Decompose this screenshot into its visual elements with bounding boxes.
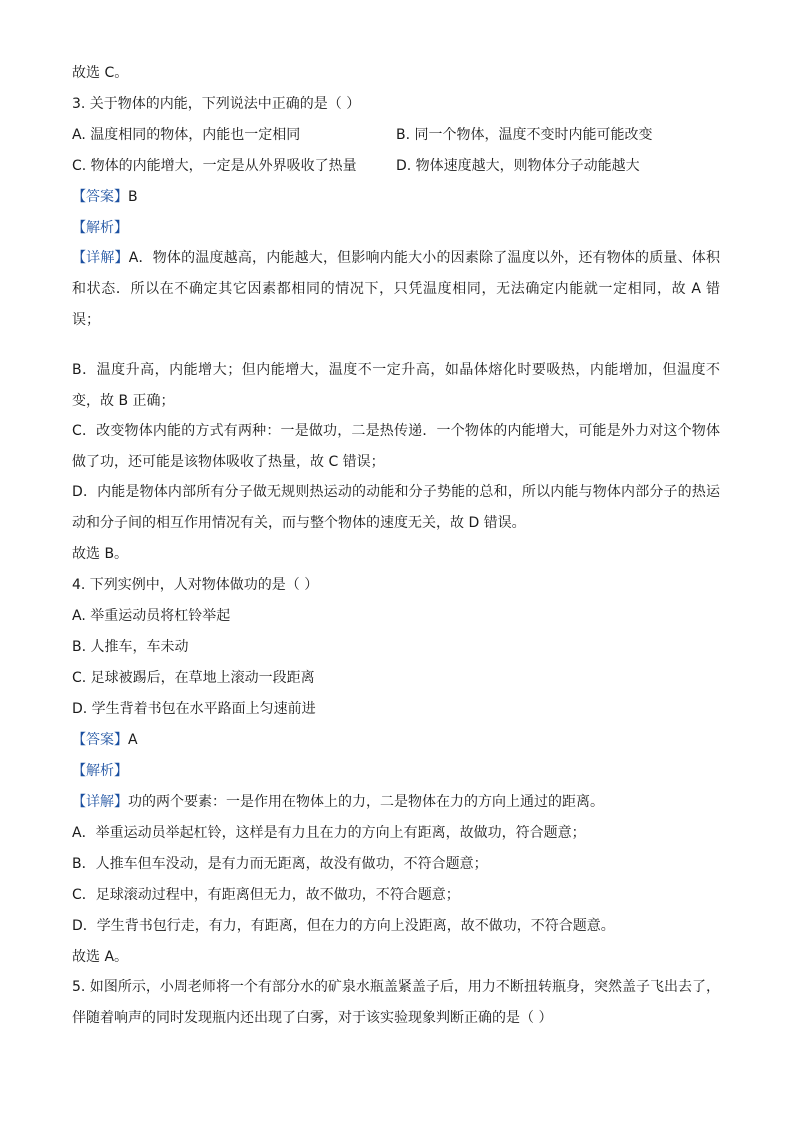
q4-option-c: C. 足球被踢后，在草地上滚动一段距离 xyxy=(72,670,315,686)
q4-detail-c: C．足球滚动过程中，有距离但无力，故不做功，不符合题意； xyxy=(72,887,460,903)
q4-option-d: D. 学生背着书包在水平路面上匀速前进 xyxy=(72,701,316,717)
q3-answer-value: B xyxy=(128,189,138,205)
q4-analysis-label: 【解析】 xyxy=(72,763,128,779)
q4-detail-intro-text: 功的两个要素：一是作用在物体上的力，二是物体在力的方向上通过的距离。 xyxy=(128,794,604,810)
q4-option-b: B. 人推车，车未动 xyxy=(72,639,189,655)
q3-option-d: D. 物体速度越大，则物体分子动能越大 xyxy=(396,158,640,174)
q4-detail-a: A．举重运动员举起杠铃，这样是有力且在力的方向上有距离，故做功，符合题意； xyxy=(72,825,586,841)
q3-analysis-tag xyxy=(72,219,720,237)
q4-conclusion: 故选 A。 xyxy=(72,949,129,965)
q3-stem: 3. 关于物体的内能，下列说法中正确的是（ ） xyxy=(72,96,361,112)
q4-option-a: A. 举重运动员将杠铃举起 xyxy=(72,608,231,624)
q3-detail-c: C．改变物体内能的方式有两种：一是做功，二是热传递．一个物体的内能增大，可能是外力对这个物体做了功，还可能是该物体吸收了热量，故 C 错误； xyxy=(72,423,720,470)
q3-analysis-label: 【解析】 xyxy=(72,220,128,236)
q4-detail-intro xyxy=(72,793,720,811)
q3-detail-a xyxy=(72,243,720,336)
q3-detail-a-text: A．物体的温度越高，内能越大，但影响内能大小的因素除了温度以外，还有物体的质量、体积和状态．所以在不确定其它因素都相同的情况下，只凭温度相同，无法确定内能就一定相同，故 A 错误； xyxy=(72,250,720,328)
q3-conclusion: 故选 B。 xyxy=(72,546,129,562)
q3-detail-tag: 【详解】 xyxy=(72,250,129,266)
q4-stem: 4. 下列实例中，人对物体做功的是（ ） xyxy=(72,577,319,593)
q4-detail-d: D．学生背书包行走，有力，有距离，但在力的方向上没距离，故不做功，不符合题意。 xyxy=(72,918,615,934)
q4-analysis-tag xyxy=(72,762,720,780)
q3-option-a: A. 温度相同的物体，内能也一定相同 xyxy=(72,127,301,143)
q4-answer xyxy=(72,731,720,749)
document-page xyxy=(72,64,720,1040)
q4-detail-b: B．人推车但车没动，是有力而无距离，故没有做功，不符合题意； xyxy=(72,856,488,872)
q5-stem: 5. 如图所示，小周老师将一个有部分水的矿泉水瓶盖紧盖子后，用力不断扭转瓶身，突然盖子飞出去了，伴随着响声的同时发现瓶内还出现了白雾，对于该实验现象判断正确的是（ ） xyxy=(72,979,720,1026)
q2-conclusion: 故选 C。 xyxy=(72,65,129,81)
q3-option-c: C. 物体的内能增大，一定是从外界吸收了热量 xyxy=(72,158,357,174)
q4-answer-tag: 【答案】 xyxy=(72,732,128,748)
q3-options-row-2 xyxy=(72,157,720,175)
q3-detail-b: B．温度升高，内能增大；但内能增大，温度不一定升高，如晶体熔化时要吸热，内能增加，但温度不变，故 B 正确； xyxy=(72,362,720,409)
q3-options-row-1 xyxy=(72,126,720,144)
q3-answer-tag: 【答案】 xyxy=(72,189,128,205)
q3-detail-d: D．内能是物体内部所有分子做无规则热运动的动能和分子势能的总和，所以内能与物体内部分子的热运动和分子间的相互作用情况有关，而与整个物体的速度无关，故 D 错误。 xyxy=(72,484,720,531)
q3-answer xyxy=(72,188,720,206)
q3-option-b: B. 同一个物体，温度不变时内能可能改变 xyxy=(396,127,653,143)
q4-answer-value: A xyxy=(128,732,138,748)
q4-detail-tag: 【详解】 xyxy=(72,794,128,810)
